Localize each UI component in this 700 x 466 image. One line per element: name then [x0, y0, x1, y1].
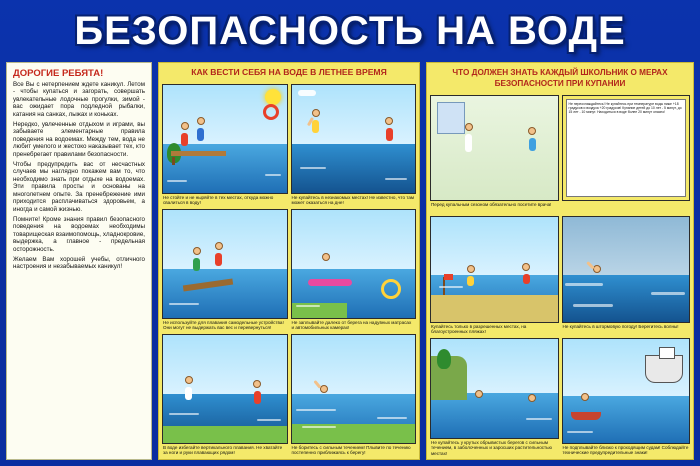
right-cell-4	[562, 216, 691, 334]
left-paragraph-2: Нередко, увлеченные отдыхом и играми, вы забываете элементарные правила поведения на водоемах. Между тем, вода не любит умелого и жестоко наказывает тех, кто пренебрегает правилами безопасности.	[13, 121, 145, 158]
middle-panel-grid	[159, 81, 419, 459]
middle-cell-4	[291, 209, 417, 331]
illustration-storm-waves	[562, 216, 691, 322]
page-title: БЕЗОПАСНОСТЬ НА ВОДЕ	[74, 8, 626, 53]
illustration-vertical-swimming	[162, 334, 288, 444]
right-caption-2	[562, 201, 691, 213]
illustration-inflatable-mattress	[291, 209, 417, 319]
right-cell-6	[562, 338, 691, 456]
temperature-note-text: Не переохлаждайтесь! Не купайтесь при температуре воды ниже +18 градусов и воздуха +20 градусов! Купание детей до 10 лет - 5 минут, до 15 лет - 10 минут. Находиться в воде более 20 минут опасно!	[566, 99, 687, 197]
illustration-unknown-place-diving	[291, 84, 417, 194]
illustration-authorized-beach	[430, 216, 559, 322]
left-paragraph-5: Желаем Вам хорошей учебы, отличного настроения и незабываемых каникул!	[13, 255, 145, 271]
left-panel-heading: ДОРОГИЕ РЕБЯТА!	[13, 68, 104, 79]
illustration-passing-ship	[562, 338, 691, 444]
poster-title-bar	[0, 0, 700, 62]
middle-caption-6: Не боритесь с сильным течением! Плывите по течению постепенно приближаясь к берегу!	[291, 445, 411, 456]
middle-panel	[158, 62, 420, 460]
middle-cell-5	[162, 334, 288, 456]
left-paragraph-1: Все Вы с нетерпением ждете каникул. Летом - чтобы купаться и загорать, совершать увлекательные лодочные прогулки, зимой - вас ожидает пора подледной рыбалки, катания на санках, лыжах и коньках.	[13, 81, 145, 118]
right-caption-5: Не купайтесь у крутых обрывистых берегов с сильным течением, в заболоченных и заросших растительностью местах!	[431, 439, 552, 456]
middle-caption-3: Не используйте для плавания самодельные устройства! Они могут не выдержать вас вес и перевернуться!	[163, 320, 284, 331]
middle-caption-1: Не стойте и не ныряйте в тех местах, откуда можно свалиться в воду!	[163, 195, 274, 206]
right-panel	[426, 62, 694, 460]
middle-cell-3	[162, 209, 288, 331]
middle-cell-1	[162, 84, 288, 206]
middle-cell-6	[291, 334, 417, 456]
right-cell-5	[430, 338, 559, 456]
left-paragraph-4: Помните! Кроме знания правил безопасного поведения на водоемах необходимы товарищеская взаимопомощь, хладнокровие, выдержка, а главное - предельная осторожность.	[13, 215, 145, 253]
right-caption-4: Не купайтесь в штормовую погоду! Берегитесь волны!	[562, 323, 679, 329]
right-caption-3: Купайтесь только в разрешенных местах, на благоустроенных пляжах!	[431, 323, 527, 335]
illustration-temperature-note	[562, 95, 691, 201]
right-cell-3	[430, 216, 559, 334]
right-panel-heading: ЧТО ДОЛЖЕН ЗНАТЬ КАЖДЫЙ ШКОЛЬНИК О МЕРАХ БЕЗОПАСНОСТИ ПРИ КУПАНИИ	[427, 63, 693, 92]
illustration-pier-diving	[162, 84, 288, 194]
poster-columns	[6, 62, 694, 460]
illustration-homemade-raft	[162, 209, 288, 319]
middle-caption-4: Не заплывайте далеко от берега на надувных матрасах и автомобильных камерах!	[291, 320, 412, 331]
right-caption-6: Не подплывайте близко к проходящим судам! Соблюдайте технические предупредительные знаки!	[562, 445, 689, 456]
illustration-strong-current	[291, 334, 417, 444]
left-panel-body	[13, 81, 145, 271]
middle-caption-2: Не купайтесь в незнакомых местах! Не известно, что там может оказаться на дне!	[291, 195, 415, 206]
right-caption-1: Перед купальным сезоном обязательно посетите врача!	[431, 202, 552, 208]
left-paragraph-3: Чтобы предупредить вас от несчастных случаев мы наглядно покажем вам то, что необходимо знать при отдыхе на водоемах. Эти правила просты и основаны на многолетнем опыте. За пренебрежение ими приходится расплачиваться здоровьем, а иногда и самой жизнью.	[13, 161, 145, 213]
middle-cell-2	[291, 84, 417, 206]
right-cell-1	[430, 95, 559, 213]
right-panel-grid	[427, 92, 693, 459]
illustration-doctor-visit	[430, 95, 559, 201]
left-text-panel	[6, 62, 152, 460]
middle-panel-heading: КАК ВЕСТИ СЕБЯ НА ВОДЕ В ЛЕТНЕЕ ВРЕМЯ	[159, 63, 419, 81]
illustration-steep-bank	[430, 338, 559, 439]
right-cell-2	[562, 95, 691, 213]
middle-caption-5: В воде избегайте вертикального плавания. Не хватайте за ноги и руки плавающих рядом!	[163, 445, 283, 456]
